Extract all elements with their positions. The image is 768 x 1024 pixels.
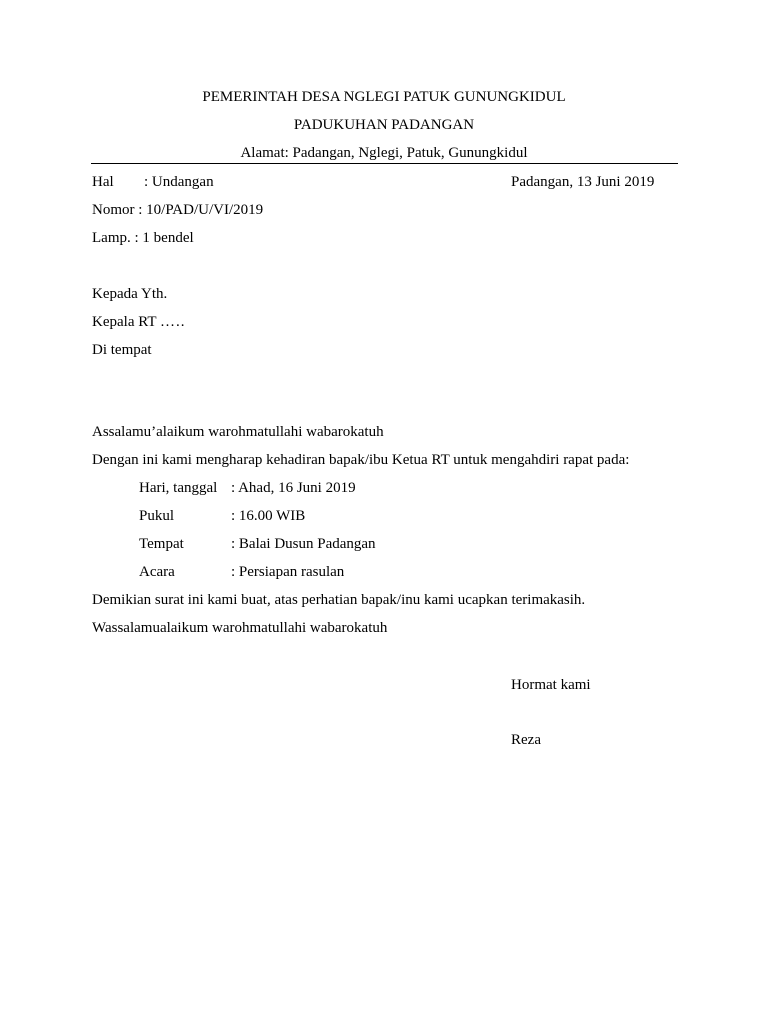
detail-value-time: : 16.00 WIB [231,508,306,524]
recipient-place: Di tempat [92,342,152,358]
farewell: Wassalamualaikum warohmatullahi wabarokatuh [92,620,388,636]
detail-value-place: : Balai Dusun Padangan [231,536,376,552]
greeting: Assalamu’alaikum warohmatullahi wabarokatuh [92,424,384,440]
nomor-label: Nomor [92,202,135,218]
hal-value: : Undangan [144,174,214,190]
lamp-line [92,229,194,247]
detail-value-date: : Ahad, 16 Juni 2019 [231,480,356,496]
closing-paragraph: Demikian surat ini kami buat, atas perhatian bapak/inu kami ucapkan terimakasih. [92,592,586,608]
nomor-line [92,201,263,219]
detail-value-event: : Persiapan rasulan [231,564,345,580]
recipient-salutation: Kepada Yth. [92,286,168,302]
recipient-name-line [92,313,185,331]
detail-label-place: Tempat [139,536,184,552]
lamp-label: Lamp. [92,230,131,246]
recipient-name-dots: ….. [159,314,186,330]
letterhead-subtitle: PADUKUHAN PADANGAN [293,117,475,133]
hal-label: Hal [92,174,114,190]
detail-label-event: Acara [139,564,175,580]
signature-name: Reza [511,732,541,748]
letterhead-title: PEMERINTAH DESA NGLEGI PATUK GUNUNGKIDUL [202,89,566,105]
letter-date: Padangan, 13 Juni 2019 [511,174,655,190]
detail-label-time: Pukul [139,508,175,524]
letterhead-divider [91,163,678,164]
lamp-value: : 1 bendel [134,230,194,246]
signature-regards: Hormat kami [511,677,591,693]
letterhead-address: Alamat: Padangan, Nglegi, Patuk, Gunungkidul [240,145,528,161]
nomor-value: : 10/PAD/U/VI/2019 [138,202,264,218]
detail-label-date: Hari, tanggal [139,480,218,496]
recipient-name: Kepala RT [92,314,157,330]
intro-paragraph: Dengan ini kami mengharap kehadiran bapak/ibu Ketua RT untuk mengahdiri rapat pada: [92,452,630,468]
